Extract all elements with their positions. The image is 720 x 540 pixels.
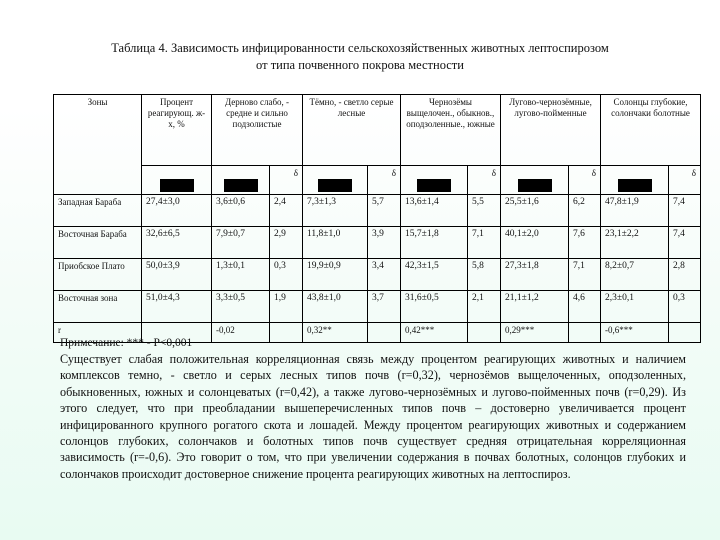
correlation-value: 0,32**	[303, 323, 368, 343]
correlation-value: 0,42***	[401, 323, 468, 343]
redaction-box	[318, 179, 352, 192]
value-cell: 40,1±2,0	[501, 227, 569, 259]
sigma-cell: 5,5	[468, 195, 501, 227]
correlation-value: -0,02	[212, 323, 270, 343]
caption-line-1: Таблица 4. Зависимость инфицированности сельскохозяйственных животных лептоспирозом	[111, 41, 609, 55]
sigma-cell: 1,9	[270, 291, 303, 323]
sigma-cell: 5,7	[368, 195, 401, 227]
redacted-cell	[212, 166, 270, 195]
data-table	[53, 94, 701, 343]
sigma-cell: 2,8	[669, 259, 701, 291]
value-cell: 21,1±1,2	[501, 291, 569, 323]
redacted-cell	[601, 166, 669, 195]
zone-name: Западная Бараба	[54, 195, 142, 227]
sigma-cell: 7,4	[669, 195, 701, 227]
value-cell: 13,6±1,4	[401, 195, 468, 227]
table-caption	[60, 40, 660, 74]
sigma-cell: 3,9	[368, 227, 401, 259]
correlation-value: -0,6***	[601, 323, 669, 343]
empty-cell	[368, 323, 401, 343]
table-row	[54, 195, 701, 227]
redacted-cell	[142, 166, 212, 195]
sigma-cell: 2,9	[270, 227, 303, 259]
header-chernozem: Чернозёмы выщелочен., обыкнов., оподзоленные., южные	[401, 95, 501, 166]
value-cell: 3,3±0,5	[212, 291, 270, 323]
redacted-cell	[303, 166, 368, 195]
redaction-box	[224, 179, 258, 192]
value-cell: 8,2±0,7	[601, 259, 669, 291]
body-paragraph: Существует слабая положительная корреляционная связь между процентом реагирующих животных и наличием комплексов темно, - светло и серых лесных типов почв (r=0,32), чернозёмов выщелоченных, оподзоленных, обыкновенных, южных и солонцеватых (r=0,42), а также лугово-чернозёмных и лугово-пойменных почв (r=0,29). Из этого следует, что при преобладании вышеперечисленных типов почв – достоверно увеличивается процент инфицированного крупного рогатого скота и лошадей. Между процентом реагирующих животных и содержанием солонцов глубоких, солончаков и болотных типов почв существует средняя отрицательная корреляционная зависимость (r=-0,6). Это говорит о том, что при увеличении содержания в почвах болотных, солонцов глубоких и солончаков происходит достоверное снижение процента реагирующих животных на лептоспироз.	[60, 352, 686, 481]
header-percent: Процент реагирующ. ж-х, %	[142, 95, 212, 166]
sigma-cell: 5,8	[468, 259, 501, 291]
redaction-box	[160, 179, 194, 192]
value-cell: 25,5±1,6	[501, 195, 569, 227]
value-cell: 11,8±1,0	[303, 227, 368, 259]
value-cell: 47,8±1,9	[601, 195, 669, 227]
value-cell: 15,7±1,8	[401, 227, 468, 259]
zone-name: Приобское Плато	[54, 259, 142, 291]
sigma-cell: 0,3	[270, 259, 303, 291]
sigma-cell: 4,6	[569, 291, 601, 323]
sigma-cell: 3,7	[368, 291, 401, 323]
sigma-label: δ	[569, 166, 601, 195]
header-grey-forest: Тёмно, - светло серые лесные	[303, 95, 401, 166]
header-solonetz: Солонцы глубокие, солончаки болотные	[601, 95, 701, 166]
redacted-cell	[501, 166, 569, 195]
sigma-cell: 7,4	[669, 227, 701, 259]
value-cell: 43,8±1,0	[303, 291, 368, 323]
zone-name: Восточная Бараба	[54, 227, 142, 259]
value-cell: 7,3±1,3	[303, 195, 368, 227]
correlation-value: 0,29***	[501, 323, 569, 343]
sigma-label: δ	[669, 166, 701, 195]
sigma-cell: 0,3	[669, 291, 701, 323]
sigma-label: δ	[468, 166, 501, 195]
percent-cell: 32,6±6,5	[142, 227, 212, 259]
sigma-label: δ	[368, 166, 401, 195]
correlation-label: r	[54, 323, 142, 343]
value-cell: 23,1±2,2	[601, 227, 669, 259]
value-cell: 7,9±0,7	[212, 227, 270, 259]
value-cell: 31,6±0,5	[401, 291, 468, 323]
header-meadow: Лугово-чернозёмные, лугово-пойменные	[501, 95, 601, 166]
percent-cell: 27,4±3,0	[142, 195, 212, 227]
redaction-box	[618, 179, 652, 192]
value-cell: 42,3±1,5	[401, 259, 468, 291]
sigma-cell: 2,1	[468, 291, 501, 323]
empty-cell	[468, 323, 501, 343]
header-row	[54, 95, 701, 166]
redacted-cell	[401, 166, 468, 195]
table-footnote: Примечание: *** - P<0,001	[60, 337, 193, 349]
subheader-row	[54, 166, 701, 195]
caption-line-2: от типа почвенного покрова местности	[256, 58, 464, 72]
value-cell: 19,9±0,9	[303, 259, 368, 291]
sigma-cell: 7,6	[569, 227, 601, 259]
percent-cell: 50,0±3,9	[142, 259, 212, 291]
zone-name: Восточная зона	[54, 291, 142, 323]
header-sod-podzolic: Дерново слабо, - средне и сильно подзолистые	[212, 95, 303, 166]
redaction-box	[417, 179, 451, 192]
sigma-cell: 7,1	[468, 227, 501, 259]
table-row	[54, 227, 701, 259]
value-cell: 3,6±0,6	[212, 195, 270, 227]
header-zones: Зоны	[54, 95, 142, 195]
empty-cell	[569, 323, 601, 343]
sigma-cell: 3,4	[368, 259, 401, 291]
table-row	[54, 259, 701, 291]
table-row	[54, 291, 701, 323]
value-cell: 27,3±1,8	[501, 259, 569, 291]
sigma-label: δ	[270, 166, 303, 195]
redaction-box	[518, 179, 552, 192]
percent-cell: 51,0±4,3	[142, 291, 212, 323]
sigma-cell: 2,4	[270, 195, 303, 227]
value-cell: 2,3±0,1	[601, 291, 669, 323]
value-cell: 1,3±0,1	[212, 259, 270, 291]
empty-cell	[270, 323, 303, 343]
sigma-cell: 7,1	[569, 259, 601, 291]
empty-cell	[669, 323, 701, 343]
sigma-cell: 6,2	[569, 195, 601, 227]
